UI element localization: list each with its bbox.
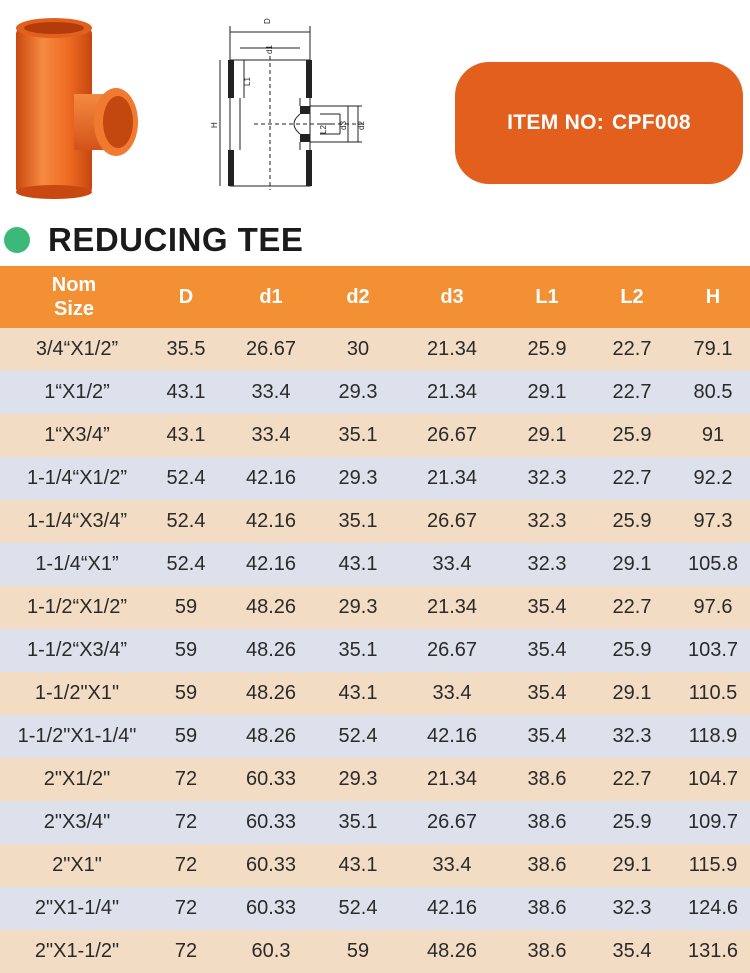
cell-h: 109.7 (687, 811, 739, 833)
table-body (0, 328, 750, 973)
cell-d3: 33.4 (432, 682, 472, 704)
cell-d2: 29.3 (338, 768, 378, 790)
table-row (0, 543, 750, 586)
cell-l1: 35.4 (527, 682, 567, 704)
cell-l1: 38.6 (527, 940, 567, 962)
item-number-label: ITEM NO: (507, 111, 605, 134)
cell-l2: 22.7 (612, 338, 652, 360)
cell-l2: 22.7 (612, 596, 652, 618)
cell-d: 59 (174, 639, 198, 661)
cell-h: 124.6 (687, 897, 739, 919)
cell-d1: 60.33 (245, 854, 297, 876)
label-d3: d3 (339, 121, 348, 130)
cell-d: 43.1 (166, 424, 206, 446)
bullet-dot-icon (4, 227, 30, 253)
dimension-drawing (200, 10, 380, 200)
cell-size: 1-1/2“X1/2” (26, 596, 128, 618)
cell-l2: 25.9 (612, 811, 652, 833)
cell-h: 110.5 (688, 682, 738, 704)
cell-d1: 48.26 (245, 682, 297, 704)
cell-l1: 25.9 (527, 338, 567, 360)
cell-d2: 43.1 (338, 682, 378, 704)
cell-d: 59 (174, 682, 198, 704)
header-nom-line1: Nom (51, 274, 97, 296)
cell-l2: 29.1 (612, 553, 652, 575)
table-row (0, 930, 750, 973)
cell-d2: 35.1 (338, 811, 378, 833)
cell-l1: 32.3 (527, 510, 567, 532)
cell-l1: 38.6 (527, 768, 567, 790)
table-row (0, 371, 750, 414)
cell-size: 2"X1/2" (43, 768, 111, 790)
cell-d: 72 (174, 768, 198, 790)
cell-d: 52.4 (166, 467, 206, 489)
cell-d3: 21.34 (426, 768, 478, 790)
cell-d3: 26.67 (426, 811, 478, 833)
cell-l2: 22.7 (612, 381, 652, 403)
cell-h: 118.9 (688, 725, 738, 747)
cell-l2: 35.4 (612, 940, 652, 962)
cell-l1: 35.4 (527, 596, 567, 618)
cell-d1: 33.4 (251, 381, 291, 403)
cell-h: 104.7 (687, 768, 739, 790)
cell-l1: 38.6 (527, 897, 567, 919)
cell-size: 1-1/4“X1/2” (26, 467, 128, 489)
cell-d1: 33.4 (251, 424, 291, 446)
header-d3: d3 (440, 285, 464, 308)
table-row (0, 328, 750, 371)
cell-d2: 29.3 (338, 467, 378, 489)
cell-d3: 21.34 (426, 596, 478, 618)
cell-d2: 43.1 (338, 553, 378, 575)
cell-d3: 48.26 (426, 940, 478, 962)
table-row (0, 801, 750, 844)
cell-l1: 38.6 (527, 811, 567, 833)
cell-l2: 25.9 (612, 424, 652, 446)
cell-h: 97.3 (693, 510, 733, 532)
cell-d3: 42.16 (426, 897, 478, 919)
cell-size: 3/4“X1/2” (35, 338, 119, 360)
cell-l2: 32.3 (612, 897, 652, 919)
label-D: D (263, 18, 272, 24)
page-title: REDUCING TEE (48, 221, 304, 258)
table-row (0, 758, 750, 801)
cell-h: 97.6 (693, 596, 733, 618)
item-number-code: CPF008 (612, 111, 691, 134)
cell-size: 1-1/2"X1-1/4" (17, 725, 137, 747)
header-l1: L1 (535, 285, 559, 308)
cell-d: 72 (174, 897, 198, 919)
cell-h: 115.9 (688, 854, 738, 876)
cell-d: 59 (174, 725, 198, 747)
cell-l1: 32.3 (527, 553, 567, 575)
cell-d2: 35.1 (338, 639, 378, 661)
cell-d: 72 (174, 854, 198, 876)
cell-l2: 25.9 (612, 510, 652, 532)
table-header-row (0, 266, 750, 328)
table-row (0, 500, 750, 543)
cell-d3: 21.34 (426, 381, 478, 403)
product-photo (8, 14, 148, 199)
table-row (0, 629, 750, 672)
cell-h: 92.2 (693, 467, 733, 489)
cell-l1: 35.4 (527, 639, 567, 661)
cell-d: 35.5 (166, 338, 206, 360)
cell-l1: 29.1 (527, 381, 567, 403)
cell-size: 1-1/2“X3/4” (26, 639, 128, 661)
cell-d3: 21.34 (426, 467, 478, 489)
cell-d1: 42.16 (245, 467, 297, 489)
label-L1: L1 (243, 77, 252, 86)
header-d1: d1 (259, 285, 283, 308)
cell-h: 80.5 (693, 381, 733, 403)
table-row (0, 715, 750, 758)
cell-d3: 42.16 (426, 725, 478, 747)
cell-d1: 48.26 (245, 596, 297, 618)
cell-d3: 26.67 (426, 424, 478, 446)
cell-size: 2"X1-1/2" (34, 940, 120, 962)
cell-d1: 60.3 (251, 940, 291, 962)
cell-l1: 32.3 (527, 467, 567, 489)
cell-h: 105.8 (687, 553, 739, 575)
cell-size: 2"X1-1/4" (34, 897, 120, 919)
table-row (0, 887, 750, 930)
cell-h: 103.7 (687, 639, 739, 661)
cell-d1: 60.33 (245, 811, 297, 833)
cell-l1: 29.1 (527, 424, 567, 446)
header-nom-size (0, 266, 148, 328)
cell-d2: 52.4 (338, 725, 378, 747)
cell-size: 2"X3/4" (43, 811, 111, 833)
item-number-badge (455, 62, 743, 184)
cell-d2: 59 (346, 940, 370, 962)
cell-size: 1-1/4“X1” (35, 553, 119, 575)
cell-d2: 29.3 (338, 596, 378, 618)
cell-d2: 30 (346, 338, 370, 360)
cell-d3: 26.67 (426, 639, 478, 661)
cell-l1: 35.4 (527, 725, 567, 747)
cell-d3: 33.4 (432, 553, 472, 575)
cell-d3: 26.67 (426, 510, 478, 532)
cell-size: 1“X1/2” (44, 381, 110, 403)
label-H: H (210, 122, 219, 128)
cell-d: 59 (174, 596, 198, 618)
cell-h: 131.6 (687, 940, 739, 962)
title-row (0, 218, 303, 262)
header-d: D (178, 285, 194, 308)
cell-l2: 22.7 (612, 768, 652, 790)
header-h: H (705, 285, 721, 308)
cell-d2: 43.1 (338, 854, 378, 876)
cell-d1: 60.33 (245, 897, 297, 919)
cell-d2: 35.1 (338, 510, 378, 532)
cell-h: 79.1 (693, 338, 733, 360)
cell-d3: 33.4 (432, 854, 472, 876)
label-d2: d2 (357, 121, 366, 130)
cell-l2: 25.9 (612, 639, 652, 661)
cell-d1: 48.26 (245, 639, 297, 661)
table-row (0, 457, 750, 500)
table-row (0, 844, 750, 887)
cell-size: 2"X1" (52, 854, 102, 876)
cell-d: 52.4 (166, 510, 206, 532)
header-d2: d2 (346, 285, 370, 308)
table-row (0, 414, 750, 457)
cell-d1: 26.67 (245, 338, 297, 360)
cell-d: 72 (174, 811, 198, 833)
header-l2: L2 (620, 285, 644, 308)
cell-size: 1-1/4“X3/4” (26, 510, 128, 532)
cell-l2: 29.1 (612, 682, 652, 704)
cell-d: 52.4 (166, 553, 206, 575)
cell-d1: 48.26 (245, 725, 297, 747)
cell-d1: 42.16 (245, 510, 297, 532)
cell-d1: 42.16 (245, 553, 297, 575)
cell-d2: 35.1 (338, 424, 378, 446)
label-L2: L2 (319, 125, 328, 134)
cell-d: 72 (174, 940, 198, 962)
cell-size: 1-1/2"X1" (34, 682, 120, 704)
cell-d2: 29.3 (338, 381, 378, 403)
cell-l1: 38.6 (527, 854, 567, 876)
cell-l2: 29.1 (612, 854, 652, 876)
spec-table (0, 266, 750, 973)
cell-size: 1“X3/4” (44, 424, 110, 446)
cell-l2: 32.3 (612, 725, 652, 747)
cell-l2: 22.7 (612, 467, 652, 489)
table-row (0, 586, 750, 629)
table-row (0, 672, 750, 715)
cell-d1: 60.33 (245, 768, 297, 790)
header-nom-line2: Size (53, 298, 95, 320)
label-d1: d1 (265, 45, 274, 54)
cell-h: 91 (701, 424, 725, 446)
cell-d3: 21.34 (426, 338, 478, 360)
cell-d: 43.1 (166, 381, 206, 403)
cell-d2: 52.4 (338, 897, 378, 919)
